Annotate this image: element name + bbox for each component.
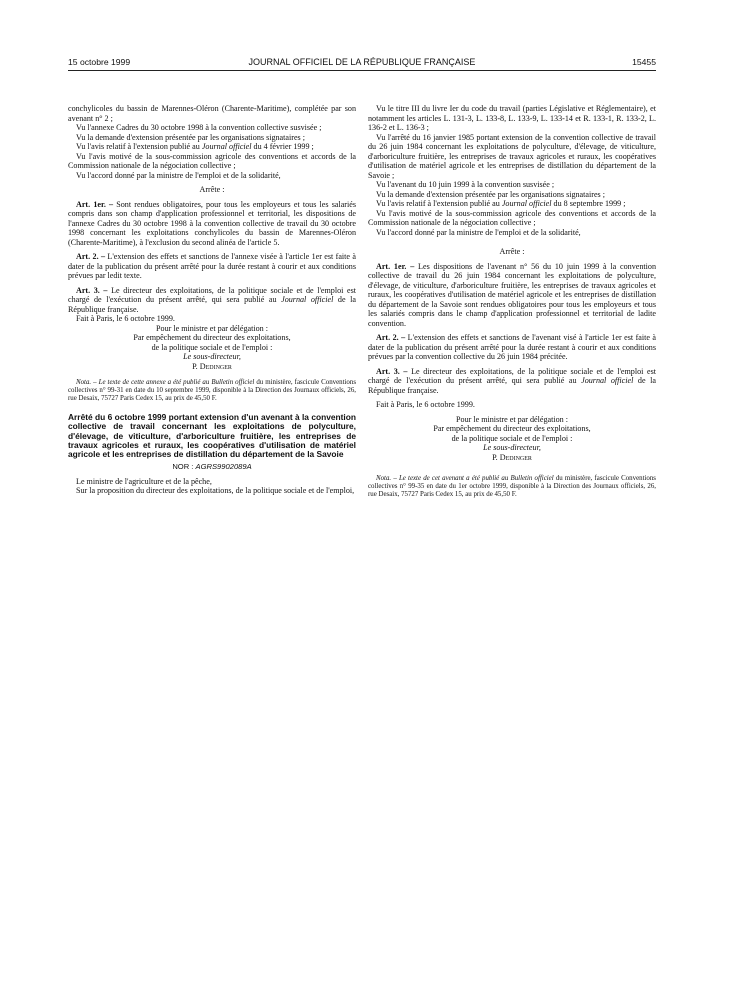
header-page-number: 15455 (632, 57, 656, 67)
note-text: Nota. – Le texte de cet avenant a été publié au (376, 475, 511, 482)
signature-title-text: Le sous-directeur, (483, 443, 541, 452)
signature-title (68, 352, 356, 362)
paragraph: Vu la demande d'extension présentée par les organisations signataires ; (376, 189, 605, 199)
bulletin-officiel-ref: Bulletin officiel (510, 475, 554, 482)
paragraph: Vu l'avis motivé de la sous-commission agricole des conventions et accords de la Commission nationale de la négociation collective ; (368, 208, 656, 227)
signature-title-text: Le sous-directeur, (183, 352, 241, 361)
note-text: Nota. – Le texte de cette annexe a été publié au (76, 379, 212, 386)
paragraph (68, 142, 356, 152)
article-label: Art. 1er. – (76, 199, 114, 209)
nor-code: AGRS9902089A (195, 462, 252, 472)
article-label: Art. 1er. – (376, 261, 415, 271)
journal-officiel-ref: Journal officiel (281, 295, 334, 304)
nor-label: NOR : (172, 462, 196, 472)
paragraph (368, 199, 656, 209)
paragraph: Vu l'avenant du 10 juin 1999 à la convention susvisée ; (376, 180, 555, 189)
nota-note (68, 379, 356, 403)
paragraph: Vu l'accord donné par la ministre de l'emploi et de la solidarité, (76, 170, 281, 180)
journal-officiel-ref: Journal officiel (581, 376, 634, 385)
article-text: Le directeur des exploitations, de la politique sociale et de l'emploi est chargé de l'exécution du présent arrêté, qui sera publié au (68, 285, 356, 304)
note-text: du ministère, fascicule Conventions collectives n° 99-35 en date du 1er octobre 1999, disponible à la Direction des Journaux officiels, 26, rue Desaix, 75727 Paris Cedex 15, au prix de 45,50 F. (368, 475, 656, 499)
paragraph: Vu l'avis motivé de la sous-commission agricole des conventions et accords de la Commission nationale de la négociation collective ; (68, 151, 356, 170)
article-1 (368, 262, 656, 329)
header-journal-title: JOURNAL OFFICIEL DE LA RÉPUBLIQUE FRANÇAISE (248, 57, 476, 67)
article-label: Art. 2. – (376, 333, 406, 342)
arrete-heading: Arrête : (499, 247, 525, 256)
signature-title (368, 443, 656, 453)
article-text: Sont rendues obligatoires, pour tous les employeurs et tous les salariés compris dans son champ d'application professionnel et territorial, les dispositions de l'annexe Cadres du 30 octobre 1998 à la convention collective de travail du 30 octobre 1998 concernant les exploitations conchylicoles du bassin de Marennes-Oléron (Charente-Maritime), à l'exclusion du second alinéa de l'article 5. (68, 199, 356, 247)
text: Vu l'avis relatif à l'extension publié au (376, 199, 502, 208)
article-1 (68, 200, 356, 248)
paragraph: Vu l'annexe Cadres du 30 octobre 1998 à la convention collective susvisée ; (76, 123, 322, 132)
article-text: de la République française. (68, 295, 356, 314)
nor-reference (68, 462, 356, 472)
left-column (68, 104, 356, 496)
article-text: L'extension des effets et sanctions de l'annexe visée à l'article 1er est faite à dater de la publication du présent arrêté pour la durée restant à courir et aux conditions prévues par ledit texte. (68, 252, 356, 280)
paragraph: Vu l'accord donné par la ministre de l'emploi et de la solidarité, (376, 227, 581, 237)
paragraph: Vu le titre III du livre Ier du code du travail (parties Législative et Réglementaire), et notamment les articles L. 131-3, L. 133-8, L. 133-9, L. 133-14 et R. 133-1, R. 133-2, L. 136-2 et L. 136-3 ; (368, 104, 656, 132)
article-3 (68, 286, 356, 315)
signature-line: Par empêchement du directeur des exploitations, (433, 424, 591, 433)
article-2 (368, 333, 656, 362)
journal-officiel-ref: Journal officiel (201, 142, 252, 151)
text: Vu l'avis relatif à l'extension publié au (76, 142, 202, 151)
article-2 (68, 252, 356, 281)
article-text: de la République française. (368, 376, 656, 395)
article-text: Le directeur des exploitations, de la politique sociale et de l'emploi est chargé de l'exécution du présent arrêté, qui sera publié au (368, 366, 656, 385)
paragraph: Vu l'arrêté du 16 janvier 1985 portant extension de la convention collective de travail du 26 juin 1984 concernant les exploitations de polyculture, d'élevage, de viticulture, d'arboriculture fruitière, les entreprises de travaux agricoles et ruraux, les coopératives d'utilisation de matériel agricole et les entreprises de distillation du département de la Savoie ; (368, 132, 656, 180)
signatory-name: P. Dedinger (492, 452, 532, 462)
article-text: Les dispositions de l'avenant n° 56 du 10 juin 1999 à la convention collective de travail du 26 juin 1984 concernant les exploitations de polyculture, d'élevage, de viticulture, d'arboriculture fruitière, les entreprises de travaux agricoles et ruraux, les coopératives d'utilisation de matériel agricole et les entreprises de distillation du département de la Savoie sont rendues obligatoires pour tous les employeurs et tous les salariés compris dans le champ d'application professionnel et territorial de ladite convention. (368, 261, 656, 328)
signature-line: Par empêchement du directeur des exploitations, (133, 333, 291, 342)
fait-line: Fait à Paris, le 6 octobre 1999. (76, 314, 175, 323)
text: du 8 septembre 1999 ; (551, 199, 626, 208)
arrete-heading: Arrête : (199, 185, 225, 194)
signature-line: de la politique sociale et de l'emploi : (151, 342, 273, 352)
header-date: 15 octobre 1999 (68, 57, 131, 67)
signature-line: de la politique sociale et de l'emploi : (451, 433, 573, 443)
header-rule (68, 70, 656, 71)
signature-block (368, 415, 656, 463)
paragraph: Sur la proposition du directeur des exploitations, de la politique sociale et de l'emploi, (76, 486, 355, 496)
bulletin-officiel-ref: Bulletin officiel (211, 379, 255, 386)
decree-title: Arrêté du 6 octobre 1999 portant extension d'un avenant à la convention collective de travail concernant les exploitations de polyculture, d'élevage, de viticulture, d'arboriculture fruitière, les entreprises de travaux agricoles et ruraux, les coopératives d'utilisation de matériel agricole et les entreprises de distillation du département de la Savoie (68, 412, 356, 460)
article-label: Art. 2. – (76, 252, 106, 261)
journal-officiel-ref: Journal officiel (501, 199, 552, 208)
note-text: du ministère, fascicule Conventions collectives n° 99-31 en date du 10 septembre 1999, disponible à la Direction des Journaux officiels, 26, rue Desaix, 75727 Paris Cedex 15, au prix de 45,50 F. (68, 379, 356, 403)
nota-note (368, 475, 656, 499)
article-label: Art. 3. – (376, 366, 408, 376)
signatory-name: P. Dedinger (192, 361, 232, 371)
paragraph: Le ministre de l'agriculture et de la pêche, (76, 476, 212, 486)
signature-block (68, 324, 356, 372)
paragraph: Vu la demande d'extension présentée par les organisations signataires ; (76, 132, 305, 142)
article-3 (368, 367, 656, 396)
right-column (368, 104, 656, 499)
paragraph: conchylicoles du bassin de Marennes-Oléron (Charente-Maritime), complétée par son avenant n° 2 ; (68, 104, 356, 123)
signature-line: Pour le ministre et par délégation : (156, 323, 268, 333)
text: du 4 février 1999 ; (251, 142, 314, 151)
signature-line: Pour le ministre et par délégation : (456, 414, 568, 424)
article-text: L'extension des effets et sanctions de l'avenant visé à l'article 1er est faite à dater de la publication du présent arrêté pour la durée restant à courir et aux conditions prévues par la convention collective du 26 juin 1984 précitée. (368, 333, 656, 361)
page-header (68, 57, 656, 71)
article-label: Art. 3. – (76, 285, 108, 295)
fait-line: Fait à Paris, le 6 octobre 1999. (376, 400, 475, 409)
